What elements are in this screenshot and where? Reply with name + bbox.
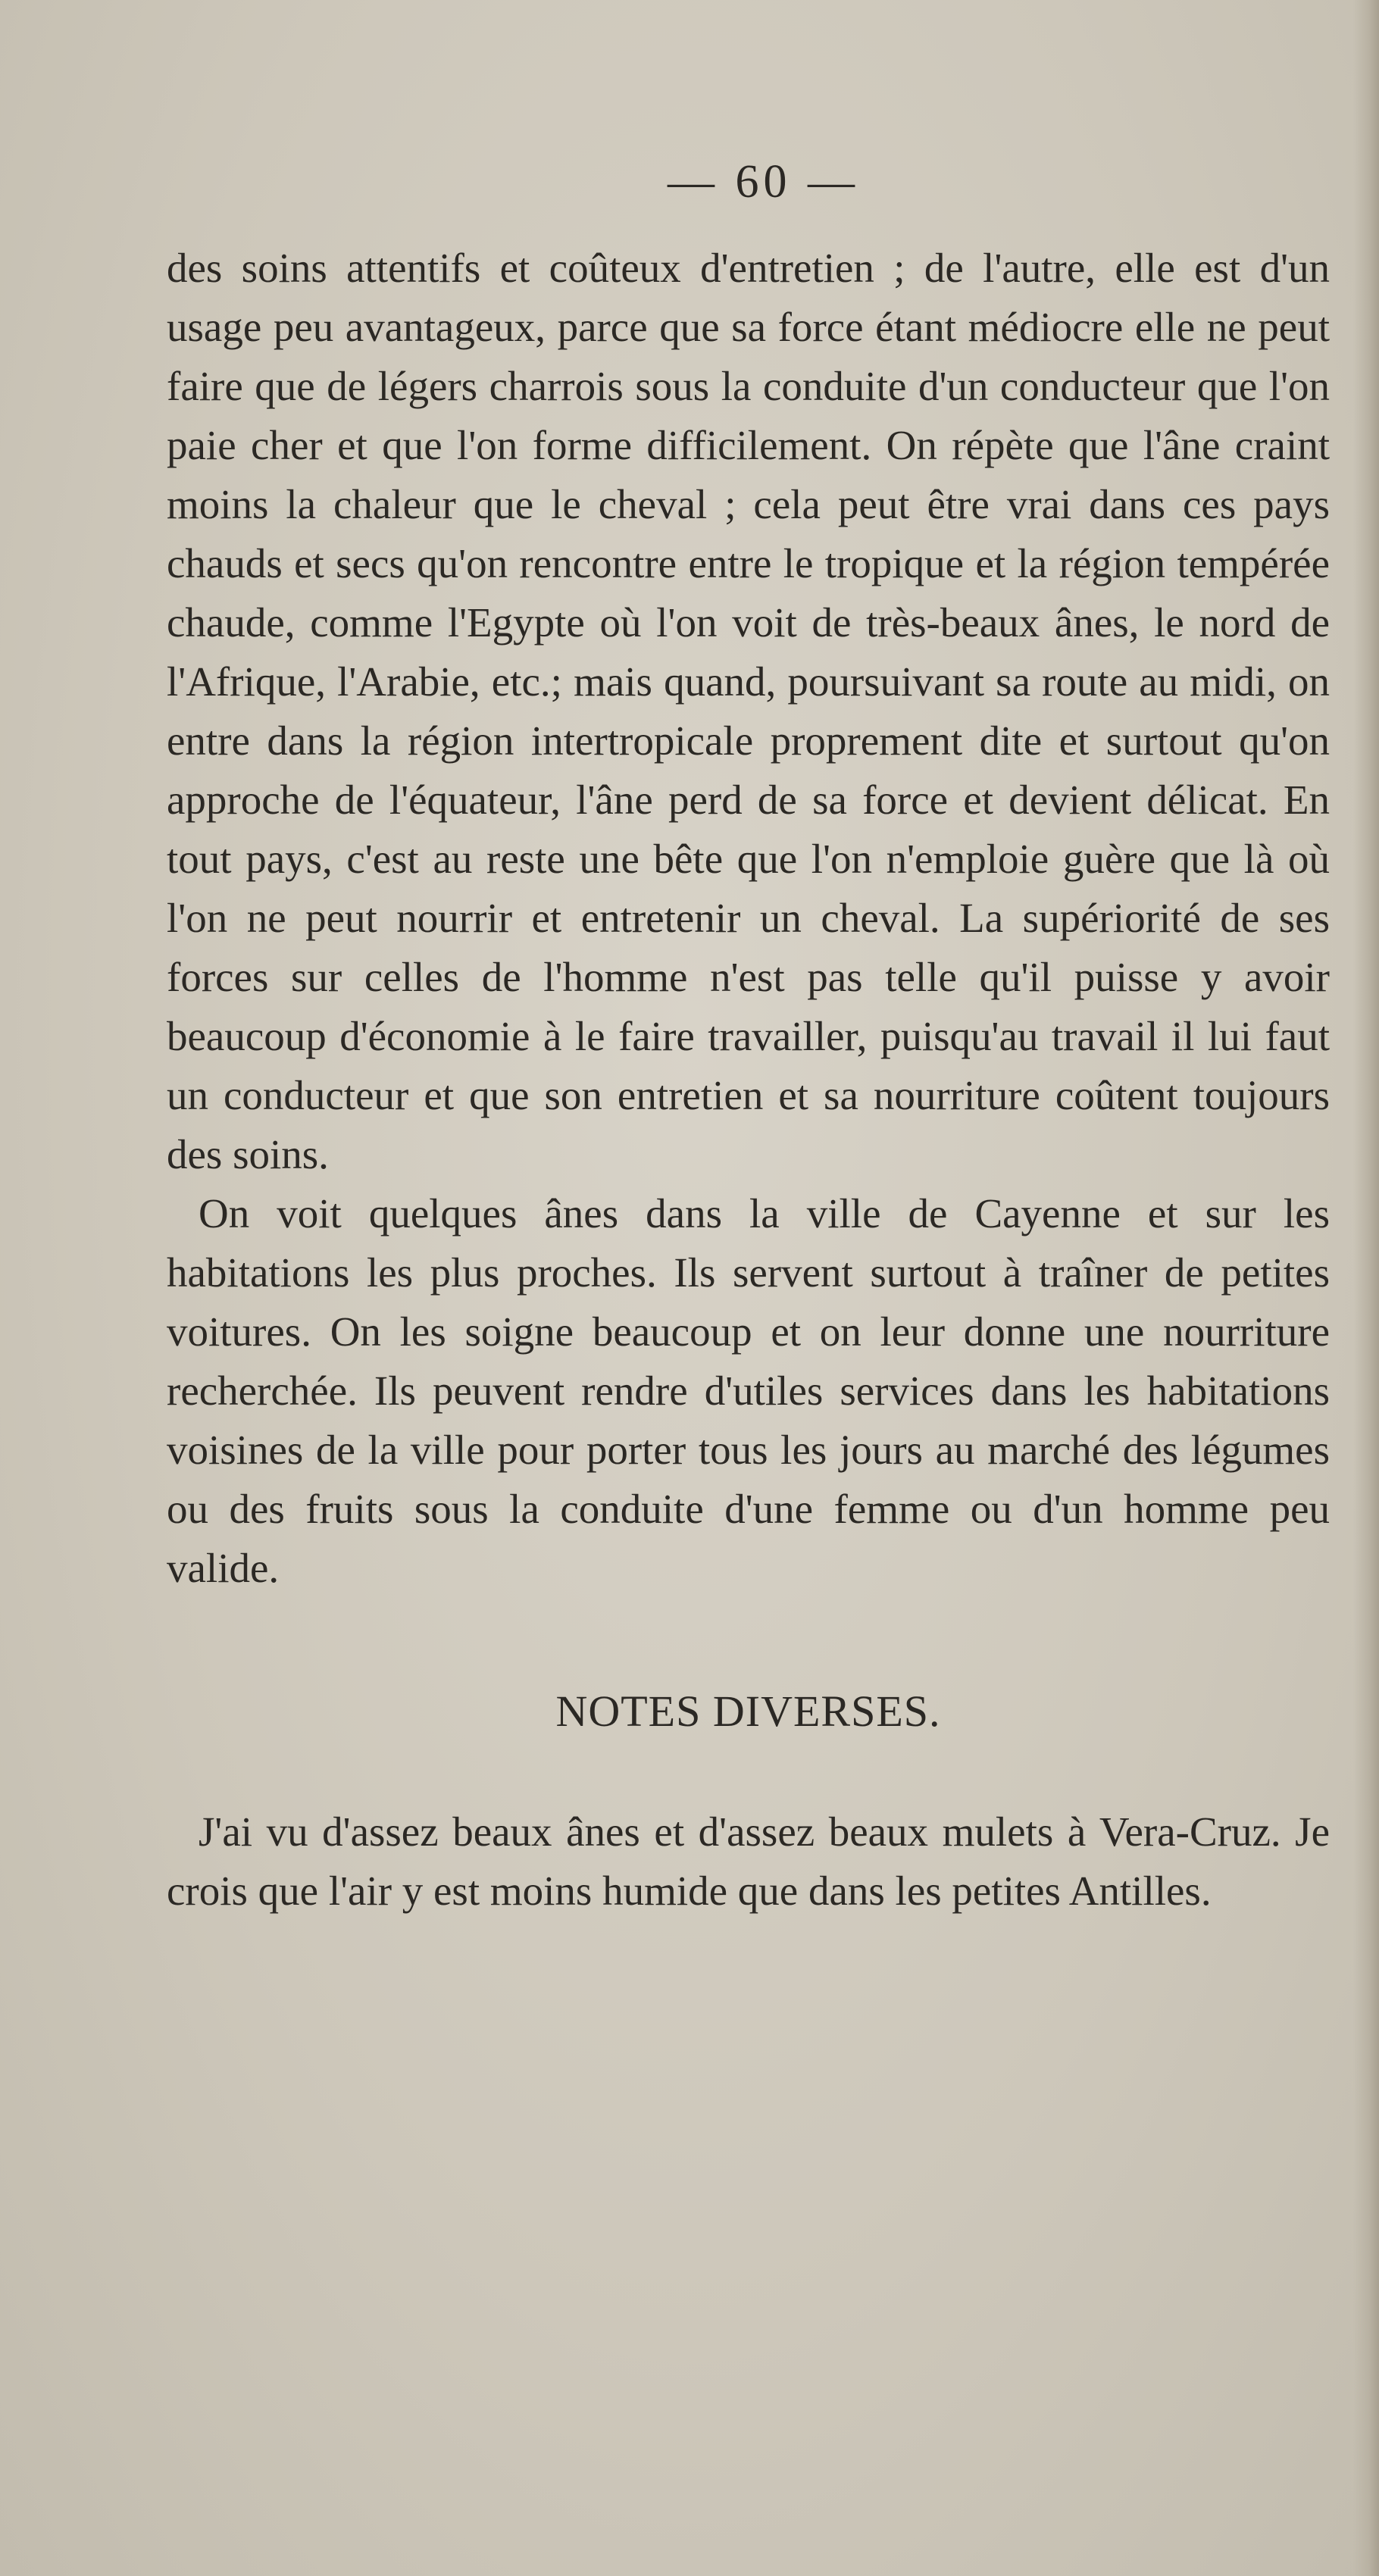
text-block: [167, 125, 1330, 1921]
section-heading: NOTES DIVERSES.: [555, 1687, 941, 1736]
notes-paragraph-1: J'ai vu d'assez beaux ânes et d'assez beaux mulets à Vera-Cruz. Je crois que l'air y est moins humide que dans les petites Antilles.: [167, 1809, 1330, 1914]
paragraph-2: On voit quelques ânes dans la ville de Cayenne et sur les habitations les plus proches. Ils servent surtout à traîner de petites voitures. On les soigne beaucoup et on leur donne une nourriture recherchée. Ils peuvent rendre d'utiles services dans les habitations voisines de la ville pour porter tous les jours au marché des légumes ou des fruits sous la conduite d'une femme ou d'un homme peu valide.: [167, 1190, 1330, 1591]
page-number: — 60 —: [668, 156, 859, 208]
page-edge-shadow: [1353, 0, 1379, 2576]
paragraph-1: des soins attentifs et coûteux d'entretien ; de l'autre, elle est d'un usage peu avantageux, parce que sa force étant médiocre elle ne peut faire que de légers charrois sous la conduite d'un conducteur que l'on paie cher et que l'on forme difficilement. On répète que l'âne craint moins la chaleur que le cheval ; cela peut être vrai dans ces pays chauds et secs qu'on rencontre entre le tropique et la région tempérée chaude, comme l'Egypte où l'on voit de très-beaux ânes, le nord de l'Afrique, l'Arabie, etc.; mais quand, poursuivant sa route au midi, on entre dans la région intertropicale proprement dite et surtout qu'on approche de l'équateur, l'âne perd de sa force et devient délicat. En tout pays, c'est au reste une bête que l'on n'emploie guère que là où l'on ne peut nourrir et entretenir un cheval. La supériorité de ses forces sur celles de l'homme n'est pas telle qu'il puisse y avoir beaucoup d'économie à le faire travailler, puisqu'au travail il lui faut un conducteur et que son entretien et sa nourriture coûtent toujours des soins.: [167, 245, 1330, 1177]
